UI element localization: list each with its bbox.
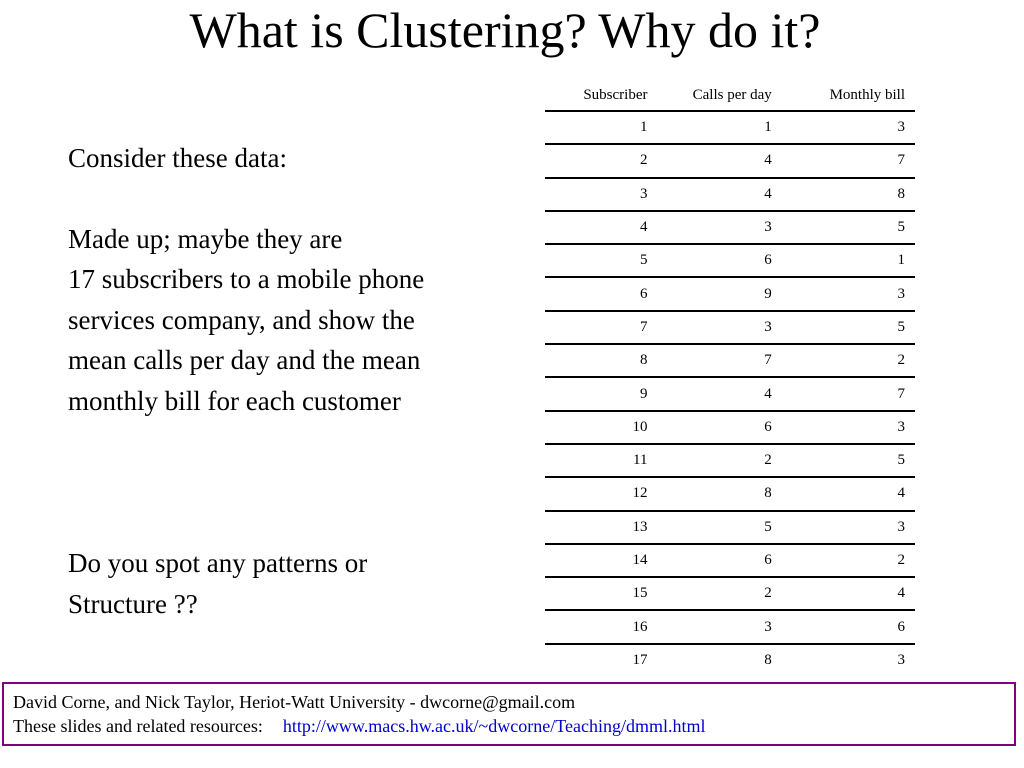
subscriber-cell: 12	[545, 477, 658, 510]
table-row	[545, 544, 915, 577]
table-row	[545, 377, 915, 410]
table-body	[545, 111, 915, 676]
subscriber-cell: 5	[545, 244, 658, 277]
monthly-bill-cell: 3	[897, 651, 905, 668]
footer-resources	[13, 714, 1014, 738]
calls-per-day-cell: 4	[658, 377, 782, 410]
body-text	[68, 138, 538, 624]
monthly-bill-cell: 3	[782, 111, 915, 144]
monthly-bill-cell: 3	[782, 511, 915, 544]
table-row	[545, 577, 915, 610]
table-row	[545, 144, 915, 177]
monthly-bill-cell: 1	[782, 244, 915, 277]
calls-per-day-cell: 2	[658, 444, 782, 477]
resources-link[interactable]: http://www.macs.hw.ac.uk/~dwcorne/Teaching/dmml.html	[282, 716, 706, 736]
table-header-row	[545, 80, 915, 111]
subscriber-cell: 7	[545, 311, 658, 344]
calls-per-day-cell: 3	[658, 211, 782, 244]
subscriber-cell: 15	[545, 577, 658, 610]
calls-per-day-cell: 2	[658, 577, 782, 610]
monthly-bill-cell: 3	[782, 411, 915, 444]
question-line: Do you spot any patterns or	[68, 548, 368, 578]
description-line: mean calls per day and the mean	[68, 345, 421, 375]
table-row	[545, 411, 915, 444]
column-header-monthly-bill: Monthly bill	[782, 80, 915, 111]
table-row	[545, 477, 915, 510]
subscriber-cell: 11	[545, 444, 658, 477]
table-row	[545, 311, 915, 344]
description-line: 17 subscribers to a mobile phone	[68, 264, 425, 294]
calls-per-day-cell: 6	[658, 544, 782, 577]
monthly-bill-cell: 2	[782, 544, 915, 577]
subscriber-cell: 17	[632, 651, 648, 668]
table-row	[545, 277, 915, 310]
subscriber-cell: 16	[545, 610, 658, 643]
table-row	[545, 610, 915, 643]
description-line: services company, and show the	[68, 304, 415, 335]
table-row	[545, 511, 915, 544]
calls-per-day-cell: 4	[658, 144, 782, 177]
calls-per-day-cell: 8	[764, 651, 772, 668]
column-header-subscriber: Subscriber	[545, 80, 658, 111]
table-row	[545, 178, 915, 211]
table-row	[545, 444, 915, 477]
description-line: monthly bill for each customer	[68, 385, 401, 416]
subscriber-cell: 10	[545, 411, 658, 444]
calls-per-day-cell: 7	[658, 344, 782, 377]
subscriber-cell: 2	[545, 144, 658, 177]
subscriber-data-table	[545, 80, 915, 676]
calls-per-day-cell: 8	[658, 477, 782, 510]
spacer	[68, 421, 538, 543]
table-row	[545, 244, 915, 277]
table-row	[545, 344, 915, 377]
question-line: Structure ??	[68, 588, 198, 619]
calls-per-day-cell: 3	[658, 311, 782, 344]
footer-credits: David Corne, and Nick Taylor, Heriot-Watt University - dwcorne@gmail.com	[13, 692, 576, 712]
subscriber-cell: 1	[545, 111, 658, 144]
column-header-calls-per-day: Calls per day	[658, 80, 782, 111]
calls-per-day-cell: 9	[658, 277, 782, 310]
monthly-bill-cell: 8	[782, 178, 915, 211]
slide-title: What is Clustering? Why do it?	[189, 2, 821, 58]
footer-resources-label: These slides and related resources:	[13, 716, 263, 736]
calls-per-day-cell: 6	[658, 244, 782, 277]
monthly-bill-cell: 3	[782, 277, 915, 310]
subscriber-cell: 6	[545, 277, 658, 310]
subscriber-cell: 8	[545, 344, 658, 377]
table-row	[545, 111, 915, 144]
calls-per-day-cell: 6	[658, 411, 782, 444]
monthly-bill-cell: 6	[782, 610, 915, 643]
monthly-bill-cell: 5	[782, 444, 915, 477]
footer-box	[2, 682, 1016, 746]
monthly-bill-cell: 4	[782, 477, 915, 510]
monthly-bill-cell: 7	[782, 377, 915, 410]
table-row	[545, 644, 915, 676]
subscriber-cell: 4	[545, 211, 658, 244]
monthly-bill-cell: 5	[782, 311, 915, 344]
table-row	[545, 211, 915, 244]
monthly-bill-cell: 2	[782, 344, 915, 377]
intro-text: Consider these data:	[68, 143, 287, 173]
subscriber-cell: 13	[545, 511, 658, 544]
description-line: Made up; maybe they are	[68, 223, 343, 254]
calls-per-day-cell: 1	[658, 111, 782, 144]
subscriber-cell: 9	[545, 377, 658, 410]
calls-per-day-cell: 4	[658, 178, 782, 211]
calls-per-day-cell: 3	[658, 610, 782, 643]
monthly-bill-cell: 5	[782, 211, 915, 244]
calls-per-day-cell: 5	[658, 511, 782, 544]
subscriber-cell: 14	[545, 544, 658, 577]
subscriber-cell: 3	[545, 178, 658, 211]
monthly-bill-cell: 4	[782, 577, 915, 610]
monthly-bill-cell: 7	[782, 144, 915, 177]
spacer	[68, 179, 538, 219]
